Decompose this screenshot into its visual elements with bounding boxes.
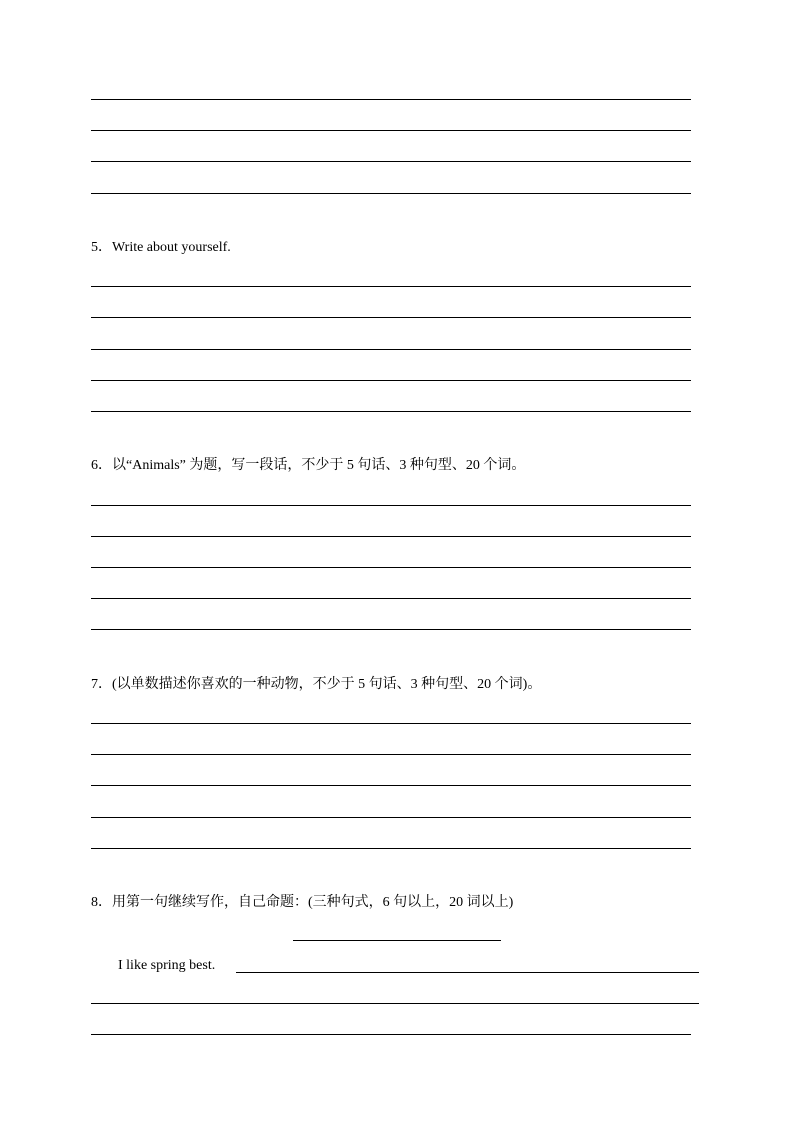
question-prompt: 用第一句继续写作，自己命题：(三种句式，6 句以上，20 词以上): [112, 895, 514, 910]
writing-line[interactable]: [91, 99, 691, 100]
question-8: [91, 894, 513, 912]
title-blank[interactable]: [293, 940, 501, 941]
question-number: 5．: [91, 240, 112, 255]
writing-line[interactable]: [91, 380, 691, 381]
writing-line[interactable]: [91, 629, 691, 630]
writing-line[interactable]: [91, 1034, 691, 1035]
writing-line[interactable]: [91, 567, 691, 568]
writing-line[interactable]: [91, 130, 691, 131]
question-5: [91, 239, 231, 257]
writing-line[interactable]: [91, 286, 691, 287]
writing-line[interactable]: [91, 536, 691, 537]
writing-line[interactable]: [91, 754, 691, 755]
question-prompt: 以“Animals” 为题，写一段话，不少于 5 句话、3 种句型、20 个词。: [112, 458, 526, 473]
writing-line[interactable]: [91, 193, 691, 194]
writing-line[interactable]: [91, 349, 691, 350]
writing-line[interactable]: [91, 848, 691, 849]
writing-line[interactable]: [91, 598, 691, 599]
writing-line[interactable]: [91, 505, 691, 506]
writing-line[interactable]: [91, 817, 691, 818]
writing-line[interactable]: [91, 161, 691, 162]
writing-line[interactable]: [91, 411, 691, 412]
writing-line[interactable]: [91, 1003, 699, 1004]
question-prompt: (以单数描述你喜欢的一种动物，不少于 5 句话、3 种句型、20 个词)。: [112, 677, 542, 692]
question-prompt: Write about yourself.: [112, 240, 231, 255]
writing-line[interactable]: [91, 317, 691, 318]
question-number: 8．: [91, 895, 112, 910]
question-7: [91, 676, 541, 694]
question-number: 7．: [91, 677, 112, 692]
question-6: [91, 457, 525, 475]
question-number: 6．: [91, 458, 112, 473]
writing-line[interactable]: [91, 723, 691, 724]
writing-line[interactable]: [91, 785, 691, 786]
writing-line[interactable]: [236, 972, 699, 973]
first-sentence: I like spring best.: [118, 958, 216, 973]
